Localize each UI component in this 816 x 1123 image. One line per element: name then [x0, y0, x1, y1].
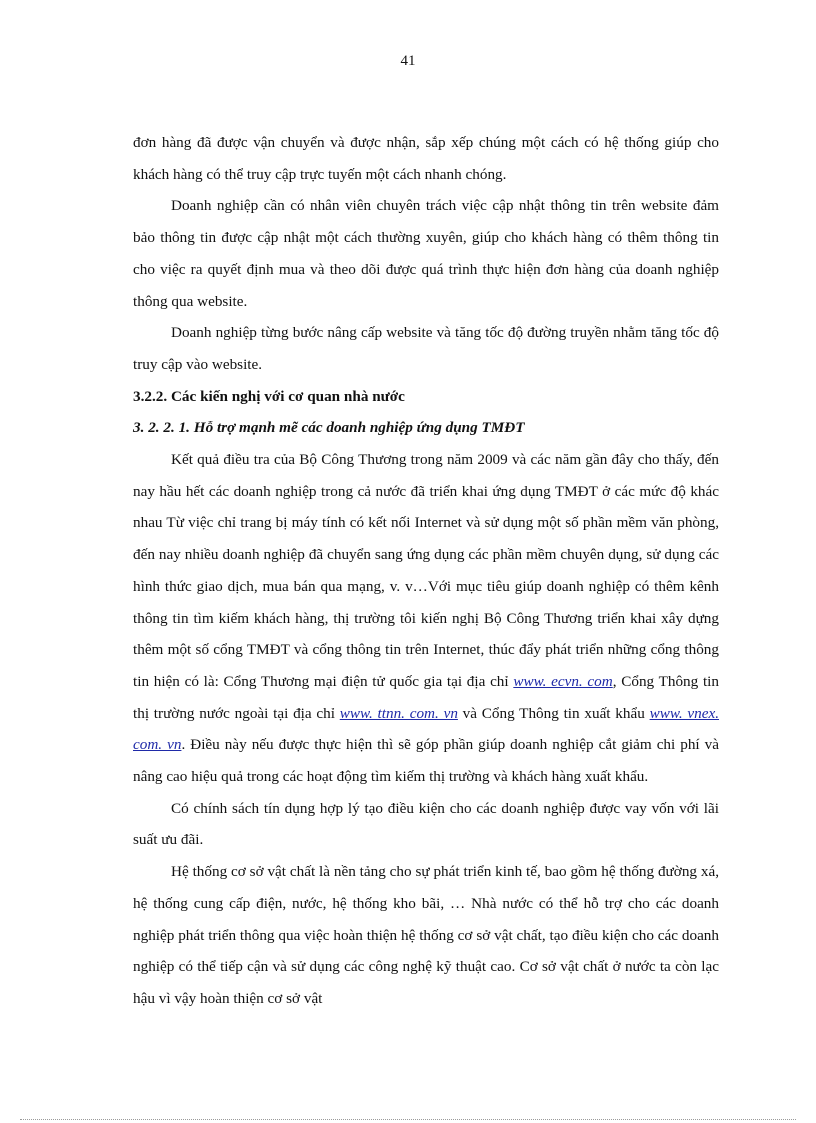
section-heading: 3.2.2. Các kiến nghị với cơ quan nhà nước — [133, 387, 405, 405]
paragraph-text: và Cổng Thông tin xuất khẩu — [457, 704, 650, 722]
subsection-heading: 3. 2. 2. 1. Hỗ trợ mạnh mẽ các doanh nghiệp ứng dụng TMĐT — [133, 419, 525, 437]
paragraph-infrastructure: Hệ thống cơ sở vật chất là nền tảng cho sự phát triển kinh tế, bao gồm hệ thống đường xá, hệ thống cung cấp điện, nước, hệ thống kho bãi, … Nhà nước có thể hỗ trợ cho các doanh nghiệp phát triển thông qua việc hoàn thiện hệ thống cơ sở vật chất, tạo điều kiện cho các doanh nghiệp có thể tiếp cận và sử dụng các công nghệ kỹ thuật cao. Cơ sở vật chất ở nước ta còn lạc hậu vì vậy hoàn thiện cơ sở vật — [133, 863, 719, 1007]
link-ecvn[interactable]: www. ecvn. com — [513, 672, 613, 690]
paragraph-credit-policy: Có chính sách tín dụng hợp lý tạo điều kiện cho các doanh nghiệp được vay vốn với lãi suất ưu đãi. — [133, 799, 719, 849]
paragraph-text: Kết quả điều tra của Bộ Công Thương trong năm 2009 và các năm gần đây cho thấy, đến nay hầu hết các doanh nghiệp trong cả nước đã triển khai ứng dụng TMĐT ở các mức độ khác nhau Từ việc chỉ trang bị máy tính có kết nối Internet và sử dụng một số phần mềm văn phòng, đến nay nhiều doanh nghiệp đã chuyển sang ứng dụng các phần mềm chuyên dụng, sử dụng các hình thức giao dịch, mua bán qua mạng, v. v…Với mục tiêu giúp doanh nghiệp có thêm kênh thông tin tìm kiếm khách hàng, thị trường tôi kiến nghị Bộ Công Thương triển khai xây dựng thêm một số cổng TMĐT và cổng thông tin trên Internet, thúc đẩy phát triển những cổng thông tin hiện có là: Cổng Thương mại điện tử quốc gia tại địa chỉ — [133, 451, 719, 690]
paragraph-continued: đơn hàng đã được vận chuyển và được nhận, sắp xếp chúng một cách có hệ thống giúp cho khách hàng có thể truy cập trực tuyến một cách nhanh chóng. — [133, 134, 719, 183]
link-vnex[interactable]: www. vnex. com. vn — [133, 704, 720, 754]
document-body — [133, 127, 719, 1015]
page-number: 41 — [400, 53, 416, 69]
page-bottom-divider — [20, 1119, 796, 1120]
paragraph-survey-results — [133, 444, 719, 793]
paragraph-text: , Cổng Thông tin thị trường nước ngoài tại địa chỉ — [133, 672, 719, 722]
link-ttnn[interactable]: www. ttnn. com. vn — [339, 704, 458, 722]
paragraph-text: . Điều này nếu được thực hiện thì sẽ góp phần giúp doanh nghiệp cắt giảm chi phí và nâng cao hiệu quả trong các hoạt động tìm kiếm thị trường và khách hàng xuất khẩu. — [133, 736, 719, 786]
paragraph-staff-update: Doanh nghiệp cần có nhân viên chuyên trách việc cập nhật thông tin trên website đảm bảo thông tin được cập nhật một cách thường xuyên, giúp cho khách hàng có thêm thông tin cho việc ra quyết định mua và theo dõi được quá trình thực hiện đơn hàng của doanh nghiệp thông qua website. — [133, 197, 719, 310]
paragraph-website-upgrade: Doanh nghiệp từng bước nâng cấp website và tăng tốc độ đường truyền nhằm tăng tốc độ truy cập vào website. — [133, 324, 719, 373]
